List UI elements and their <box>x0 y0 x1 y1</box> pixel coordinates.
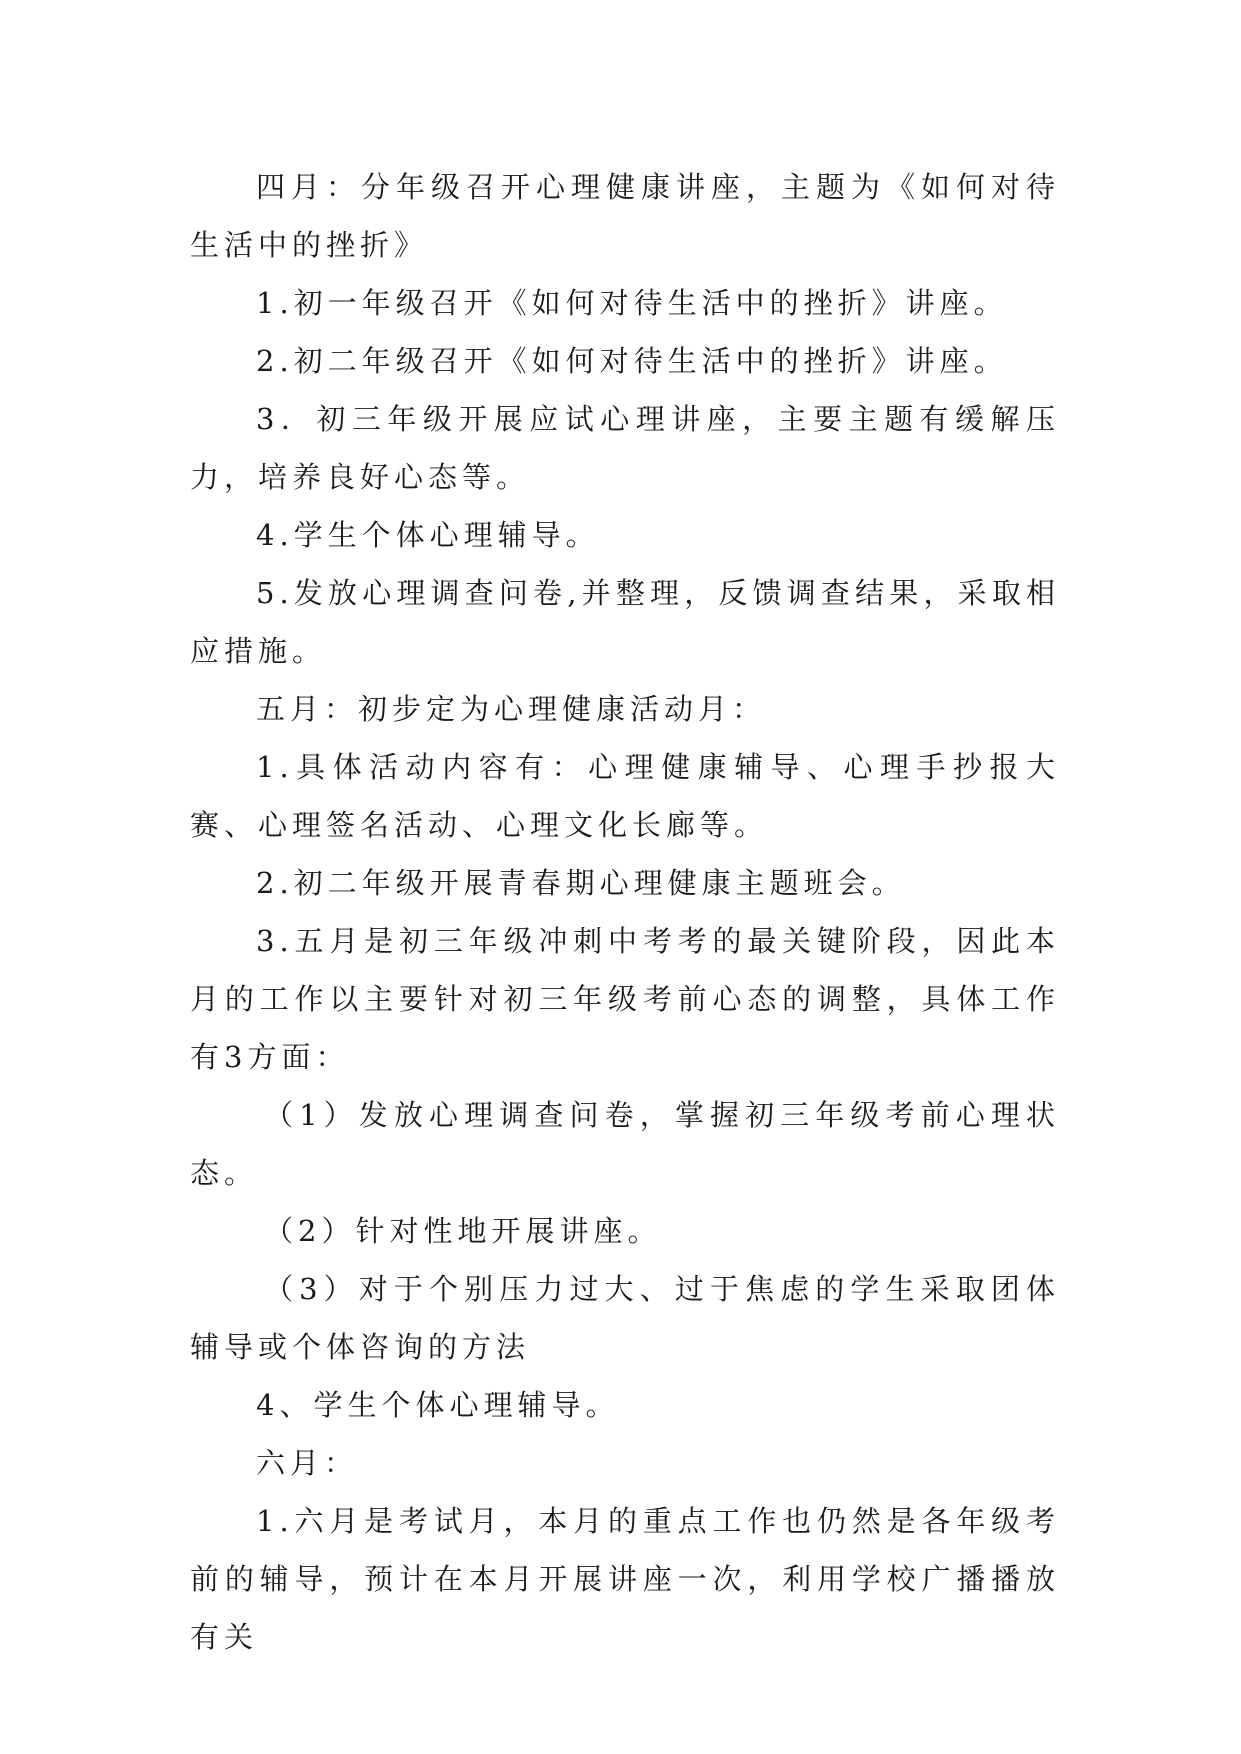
paragraph-june-heading: 六月： <box>256 1446 359 1480</box>
document-body <box>190 158 1060 1666</box>
paragraph-may-item-3: 3.五月是初三年级冲刺中考考的最关键阶段，因此本月的工作以主要针对初三年级考前心态的调整，具体工作有3方面： <box>190 924 1060 1074</box>
paragraph-april-item-3: 3．初三年级开展应试心理讲座，主要主题有缓解压力，培养良好心态等。 <box>190 402 1060 494</box>
paragraph-may-item-4: 4、学生个体心理辅导。 <box>256 1388 620 1422</box>
paragraph-may-sub-2: （2）针对性地开展讲座。 <box>264 1214 662 1248</box>
paragraph-april-item-2: 2.初二年级召开《如何对待生活中的挫折》讲座。 <box>256 344 1008 378</box>
paragraph-june-item-1: 1.六月是考试月，本月的重点工作也仍然是各年级考前的辅导，预计在本月开展讲座一次，利用学校广播播放有关 <box>190 1504 1060 1654</box>
paragraph-april-item-1: 1.初一年级召开《如何对待生活中的挫折》讲座。 <box>256 286 1008 320</box>
paragraph-may-heading: 五月：初步定为心理健康活动月： <box>256 692 767 726</box>
paragraph-april-item-5: 5.发放心理调查问卷,并整理，反馈调查结果，采取相应措施。 <box>190 576 1060 668</box>
paragraph-may-sub-3: （3）对于个别压力过大、过于焦虑的学生采取团体辅导或个体咨询的方法 <box>190 1272 1060 1364</box>
paragraph-may-item-2: 2.初二年级开展青春期心理健康主题班会。 <box>256 866 906 900</box>
paragraph-april-item-4: 4.学生个体心理辅导。 <box>256 518 600 552</box>
paragraph-may-sub-1: （1）发放心理调查问卷，掌握初三年级考前心理状态。 <box>190 1098 1060 1190</box>
paragraph-may-item-1: 1.具体活动内容有：心理健康辅导、心理手抄报大赛、心理签名活动、心理文化长廊等。 <box>190 750 1060 842</box>
paragraph-april-heading: 四月：分年级召开心理健康讲座，主题为《如何对待生活中的挫折》 <box>190 170 1060 262</box>
